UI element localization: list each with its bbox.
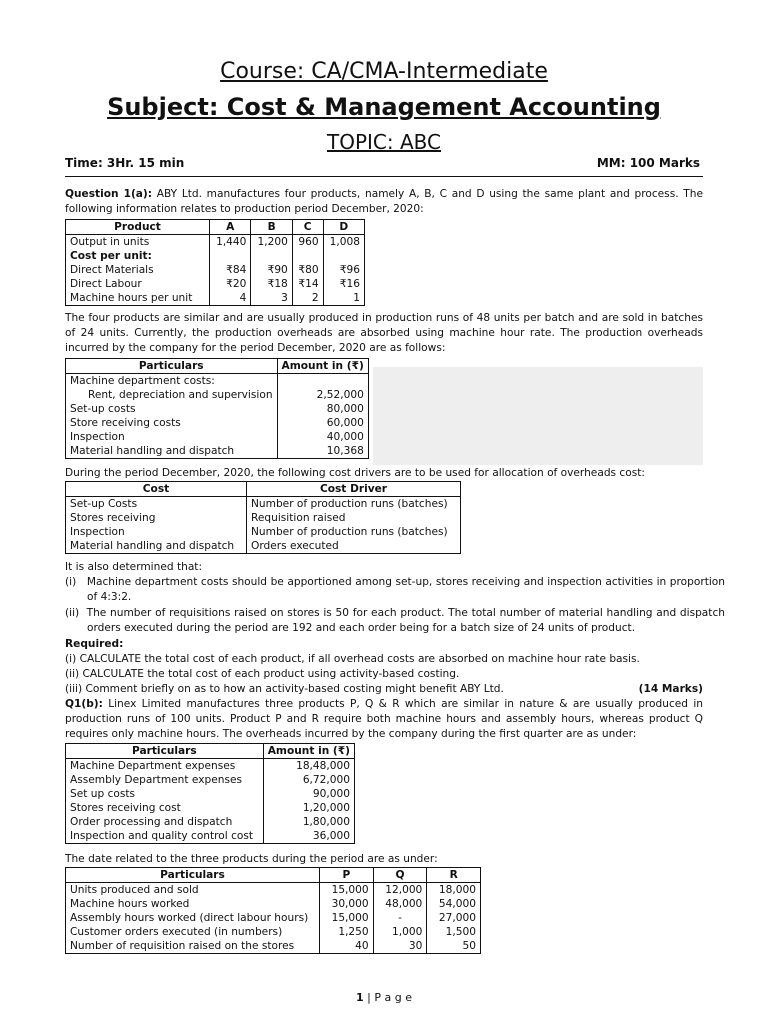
table-header: Cost Driver xyxy=(247,482,461,497)
table-cell: Machine Department expenses xyxy=(66,759,264,774)
course-heading: Course: CA/CMA-Intermediate xyxy=(220,59,548,84)
table-cell: Stores receiving cost xyxy=(66,801,264,815)
product-data-intro: The date related to the three products during the period are as under: xyxy=(65,853,438,865)
table-cell: ₹18 xyxy=(251,277,292,291)
table-cell: ₹96 xyxy=(323,263,364,277)
table-header: Amount in (₹) xyxy=(277,359,368,374)
table-row xyxy=(66,277,365,291)
q1a-production-paragraph: The four products are similar and are usually produced in production runs of 48 units per batch and are sold in batches of 24 units. Currently, the production overheads are absorbed using machine hour rate. The production overheads incurred by the company for the period December, 2020 are as follows: xyxy=(65,312,703,354)
product-data-table xyxy=(65,867,481,954)
table-row xyxy=(66,759,355,774)
q1a-intro-text: ABY Ltd. manufactures four products, namely A, B, C and D using the same plant and process. The following information relates to production period December, 2020: xyxy=(65,188,703,215)
table-row xyxy=(66,402,369,416)
table-cell: 1 xyxy=(323,291,364,306)
table-cell: 1,008 xyxy=(323,235,364,250)
table-cell: 4 xyxy=(210,291,251,306)
table-row xyxy=(66,773,355,787)
cost-driver-table xyxy=(65,481,461,554)
table-row xyxy=(66,925,481,939)
table-cell: Set-up costs xyxy=(66,402,278,416)
table-row xyxy=(66,787,355,801)
table-row xyxy=(66,444,369,459)
table-cell xyxy=(277,374,368,389)
table-row xyxy=(66,430,369,444)
table-cell xyxy=(251,249,292,263)
table-cell: Output in units xyxy=(66,235,210,250)
required-item-1: (i) CALCULATE the total cost of each product, if all overhead costs are absorbed on machine hour rate basis. xyxy=(65,653,640,665)
table-cell: 15,000 xyxy=(320,883,374,898)
required-item-3-text: (iii) Comment briefly on as to how an activity-based costing might benefit ABY Ltd. xyxy=(65,683,504,695)
table-cell: 40,000 xyxy=(277,430,368,444)
table-cell: 54,000 xyxy=(427,897,481,911)
table-header: B xyxy=(251,220,292,235)
determined-item-2: (ii) The number of requisitions raised on stores is 50 for each product. The total number of material handling and dispatch orders executed during the period are 192 and each order being for a batch size of 24 units of product. xyxy=(65,607,725,634)
table-cell: Units produced and sold xyxy=(66,883,320,898)
table-cell: 3 xyxy=(251,291,292,306)
q1a-marks: (14 Marks) xyxy=(638,683,703,695)
table-cell: Assembly hours worked (direct labour hours) xyxy=(66,911,320,925)
q1b-label: Q1(b): xyxy=(65,698,103,710)
table-cell: 6,72,000 xyxy=(263,773,354,787)
determined-item-1: (i) Machine department costs should be apportioned among set-up, stores receiving and inspection activities in proportion of 4:3:2. xyxy=(65,576,725,603)
table-row xyxy=(66,897,481,911)
table-cell: 30,000 xyxy=(320,897,374,911)
table-cell: Order processing and dispatch xyxy=(66,815,264,829)
table-cell: ₹80 xyxy=(292,263,323,277)
table-cell: Stores receiving xyxy=(66,511,247,525)
header-rule xyxy=(65,176,703,177)
table-cell: 2,52,000 xyxy=(277,388,368,402)
table-row xyxy=(66,416,369,430)
table-cell: Number of production runs (batches) xyxy=(247,497,461,512)
table-cell: 36,000 xyxy=(263,829,354,844)
table-row xyxy=(66,883,481,898)
table-header: Q xyxy=(373,868,427,883)
table-header: Particulars xyxy=(66,744,264,759)
q1b-intro-text: Linex Limited manufactures three products P, Q & R which are similar in nature & are usually produced in production runs of 100 units. Product P and R require both machine hours and assembly hours, whereas product Q requires only machine hours. The overheads incurred by the company during the first quarter are as under: xyxy=(65,698,703,740)
table-cell: 1,20,000 xyxy=(263,801,354,815)
table-cell: 48,000 xyxy=(373,897,427,911)
table-cell: Material handling and dispatch xyxy=(66,444,278,459)
table-header: Cost xyxy=(66,482,247,497)
table-cell: Direct Labour xyxy=(66,277,210,291)
table-cell: Material handling and dispatch xyxy=(66,539,247,554)
table-row xyxy=(66,801,355,815)
table-cell: Machine hours per unit xyxy=(66,291,210,306)
table-cell: 1,200 xyxy=(251,235,292,250)
table-row xyxy=(66,374,369,389)
table-row xyxy=(66,497,461,512)
table-cell: 30 xyxy=(373,939,427,954)
cost-driver-intro: During the period December, 2020, the following cost drivers are to be used for allocation of overheads cost: xyxy=(65,467,645,479)
required-item-2: (ii) CALCULATE the total cost of each product using activity-based costing. xyxy=(65,668,460,680)
table-cell: - xyxy=(373,911,427,925)
table-cell: 960 xyxy=(292,235,323,250)
table-cell: Inspection xyxy=(66,525,247,539)
q1a-intro xyxy=(65,187,703,217)
table-cell xyxy=(323,249,364,263)
determined-heading: It is also determined that: xyxy=(65,561,203,573)
exam-meta xyxy=(65,156,700,171)
table-row xyxy=(66,539,461,554)
table-cell: Set-up Costs xyxy=(66,497,247,512)
table-cell: Inspection and quality control cost xyxy=(66,829,264,844)
table-header: R xyxy=(427,868,481,883)
table-cell: Orders executed xyxy=(247,539,461,554)
table-cell: Rent, depreciation and supervision xyxy=(66,388,278,402)
table-cell: 80,000 xyxy=(277,402,368,416)
required-heading: Required: xyxy=(65,638,124,650)
page-label: | P a g e xyxy=(363,991,412,1004)
table-cell: Cost per unit: xyxy=(66,249,210,263)
table-cell: Customer orders executed (in numbers) xyxy=(66,925,320,939)
table-cell: ₹20 xyxy=(210,277,251,291)
page-number: 1 xyxy=(356,991,364,1004)
table-cell: Assembly Department expenses xyxy=(66,773,264,787)
max-marks-label: MM: 100 Marks xyxy=(596,156,700,170)
table-cell: 1,500 xyxy=(427,925,481,939)
q1a-label: Question 1(a): xyxy=(65,188,153,200)
table-cell: Direct Materials xyxy=(66,263,210,277)
table-cell: 18,000 xyxy=(427,883,481,898)
table-cell: 18,48,000 xyxy=(263,759,354,774)
table-cell xyxy=(210,249,251,263)
table-cell: Store receiving costs xyxy=(66,416,278,430)
table-cell: 1,250 xyxy=(320,925,374,939)
table-cell: 27,000 xyxy=(427,911,481,925)
table-cell: ₹84 xyxy=(210,263,251,277)
table-cell: 1,440 xyxy=(210,235,251,250)
overheads-table xyxy=(65,358,369,459)
table-row xyxy=(66,829,355,844)
table-row xyxy=(66,525,461,539)
table-header: A xyxy=(210,220,251,235)
table-header: Product xyxy=(66,220,210,235)
table-cell: Set up costs xyxy=(66,787,264,801)
table-row xyxy=(66,815,355,829)
table-cell: 60,000 xyxy=(277,416,368,430)
table-row xyxy=(66,263,365,277)
table-cell: Machine hours worked xyxy=(66,897,320,911)
table-cell: 12,000 xyxy=(373,883,427,898)
shaded-background xyxy=(373,367,703,465)
table-cell: 40 xyxy=(320,939,374,954)
table-cell: 90,000 xyxy=(263,787,354,801)
table-cell: Requisition raised xyxy=(247,511,461,525)
table-row xyxy=(66,291,365,306)
table-cell: 1,80,000 xyxy=(263,815,354,829)
table-header: Particulars xyxy=(66,868,320,883)
table-cell: 2 xyxy=(292,291,323,306)
table-row xyxy=(66,388,369,402)
table-row xyxy=(66,511,461,525)
table-cell: Inspection xyxy=(66,430,278,444)
table-cell: Number of production runs (batches) xyxy=(247,525,461,539)
table-header: C xyxy=(292,220,323,235)
table-row xyxy=(66,249,365,263)
q1b-intro xyxy=(65,697,703,742)
table-cell: 10,368 xyxy=(277,444,368,459)
table-cell: Number of requisition raised on the stores xyxy=(66,939,320,954)
table-row xyxy=(66,235,365,250)
table-cell: ₹90 xyxy=(251,263,292,277)
linex-overheads-table xyxy=(65,743,355,844)
page-footer xyxy=(0,990,768,1005)
table-cell: ₹16 xyxy=(323,277,364,291)
table-cell xyxy=(292,249,323,263)
table-cell: ₹14 xyxy=(292,277,323,291)
table-cell: 1,000 xyxy=(373,925,427,939)
required-item-3 xyxy=(65,682,703,697)
product-cost-table xyxy=(65,219,365,306)
table-cell: 50 xyxy=(427,939,481,954)
topic-heading: TOPIC: ABC xyxy=(327,130,441,154)
table-header: Particulars xyxy=(66,359,278,374)
table-cell: Machine department costs: xyxy=(66,374,278,389)
table-header: Amount in (₹) xyxy=(263,744,354,759)
subject-heading: Subject: Cost & Management Accounting xyxy=(107,93,661,121)
time-label: Time: 3Hr. 15 min xyxy=(65,156,185,170)
table-row xyxy=(66,911,481,925)
table-header: D xyxy=(323,220,364,235)
table-row xyxy=(66,939,481,954)
table-header: P xyxy=(320,868,374,883)
table-cell: 15,000 xyxy=(320,911,374,925)
